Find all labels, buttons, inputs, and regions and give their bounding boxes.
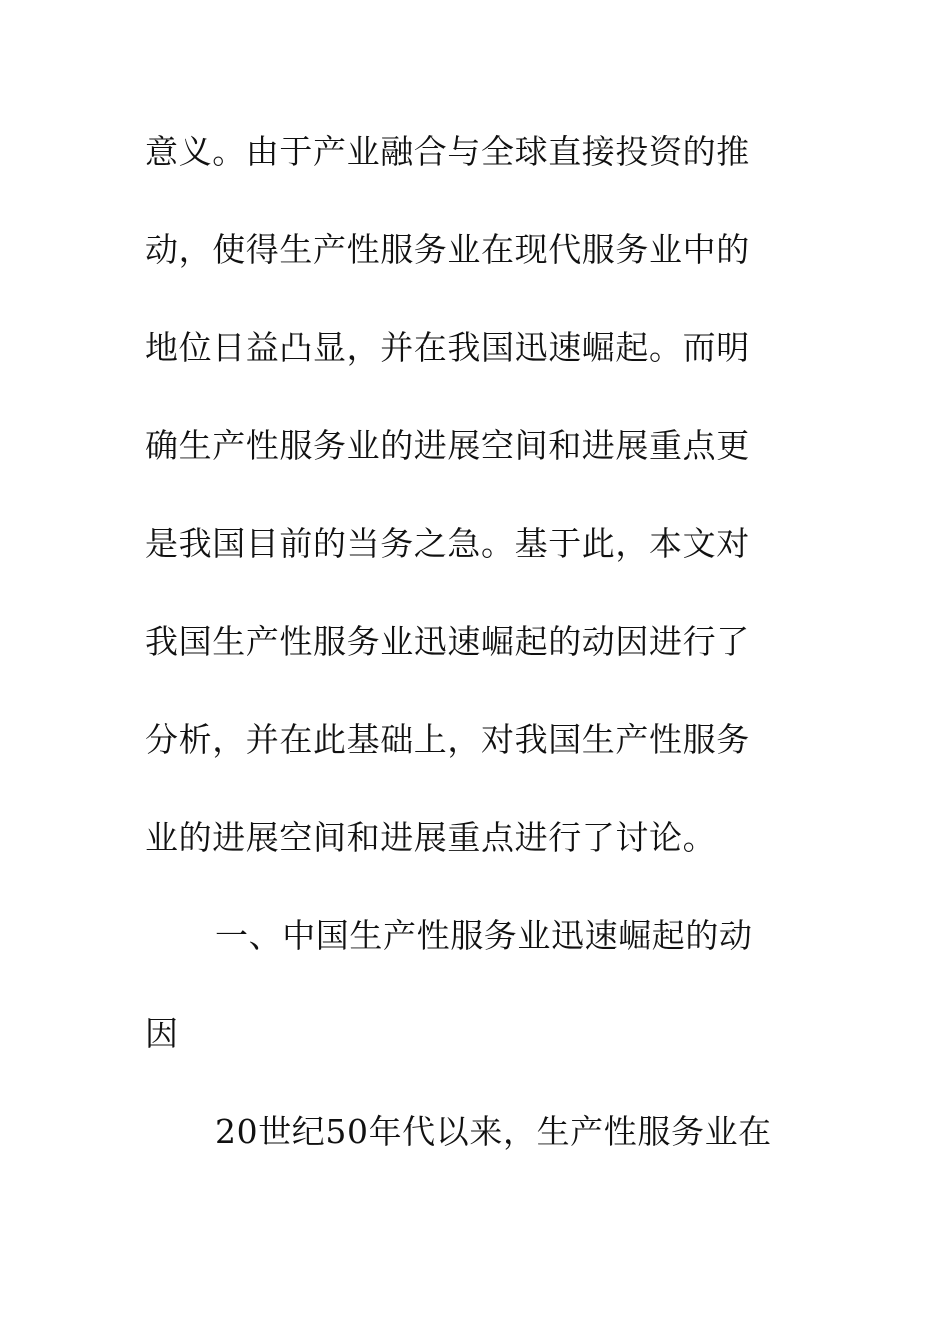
paragraph-line: 20世纪50年代以来，生产性服务业在: [215, 1112, 772, 1151]
paragraph-line: 意义。由于产业融合与全球直接投资的推: [145, 132, 750, 171]
paragraph-line: 地位日益凸显，并在我国迅速崛起。而明: [145, 328, 750, 367]
paragraph-line: 我国生产性服务业迅速崛起的动因进行了: [145, 622, 750, 661]
paragraph-line: 动，使得生产性服务业在现代服务业中的: [145, 230, 750, 269]
paragraph-line: 确生产性服务业的进展空间和进展重点更: [145, 426, 750, 465]
heading-line: 因: [145, 1014, 179, 1053]
paragraph-line: 业的进展空间和进展重点进行了讨论。: [145, 818, 717, 857]
paragraph-line: 分析，并在此基础上，对我国生产性服务: [145, 720, 750, 759]
heading-line: 一、中国生产性服务业迅速崛起的动: [215, 916, 753, 955]
paragraph-line: 是我国目前的当务之急。基于此，本文对: [145, 524, 750, 563]
